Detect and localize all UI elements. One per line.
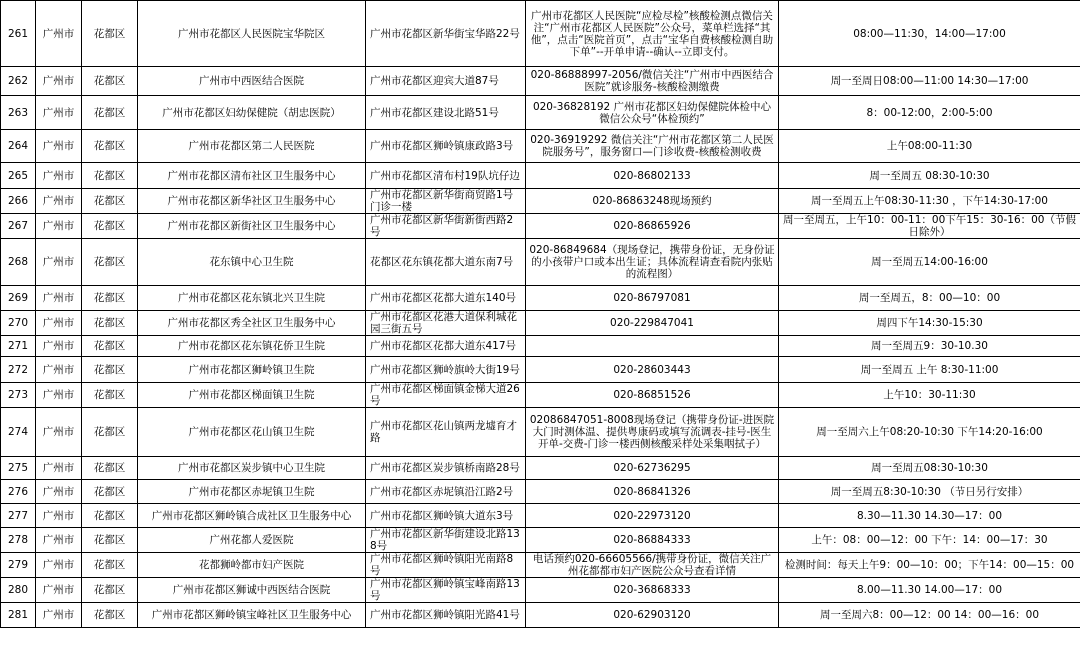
hospital-name-cell: 广州市花都区狮岭镇合成社区卫生服务中心 (138, 504, 366, 528)
district-cell: 花都区 (82, 553, 138, 578)
hospital-name-cell: 广州市花都区新华社区卫生服务中心 (138, 189, 366, 214)
district-cell: 花都区 (82, 130, 138, 163)
address-cell: 广州市花都区花港大道保利城花园三街五号 (366, 311, 526, 336)
contact-cell: 020-86863248现场预约 (526, 189, 779, 214)
address-cell: 广州市花都区梯面镇金梯大道26号 (366, 383, 526, 408)
district-cell: 花都区 (82, 67, 138, 96)
city-cell: 广州市 (36, 357, 82, 383)
district-cell: 花都区 (82, 578, 138, 603)
city-cell: 广州市 (36, 130, 82, 163)
address-cell: 广州市花都区狮岭镇大道东3号 (366, 504, 526, 528)
hours-cell: 周一至周五9：30-10.30 (779, 336, 1080, 357)
hospital-name-cell: 花都狮岭都市妇产医院 (138, 553, 366, 578)
table-row (1, 189, 1080, 214)
hours-cell: 周四下午14:30-15:30 (779, 311, 1080, 336)
hours-cell: 周一至周五14:00-16:00 (779, 239, 1080, 286)
address-cell: 广州市花都区炭步镇桥南路28号 (366, 457, 526, 480)
hospital-name-cell: 广州市花都区赤坭镇卫生院 (138, 480, 366, 504)
hospital-name-cell: 广州市花都区秀全社区卫生服务中心 (138, 311, 366, 336)
row-number: 267 (1, 214, 36, 239)
address-cell: 广州市花都区建设北路51号 (366, 96, 526, 130)
city-cell: 广州市 (36, 286, 82, 311)
contact-cell: 020-28603443 (526, 357, 779, 383)
hospital-name-cell: 广州市花都区清布社区卫生服务中心 (138, 163, 366, 189)
address-cell: 广州市花都区狮岭镇康政路3号 (366, 130, 526, 163)
district-cell: 花都区 (82, 189, 138, 214)
address-cell: 广州市花都区赤坭镇沿江路2号 (366, 480, 526, 504)
contact-cell: 020-36868333 (526, 578, 779, 603)
table-row (1, 311, 1080, 336)
address-cell: 广州市花都区花山镇两龙墟育才路 (366, 408, 526, 457)
contact-cell: 020-22973120 (526, 504, 779, 528)
district-cell: 花都区 (82, 214, 138, 239)
contact-cell: 020-229847041 (526, 311, 779, 336)
table-row (1, 163, 1080, 189)
district-cell: 花都区 (82, 383, 138, 408)
city-cell: 广州市 (36, 1, 82, 67)
district-cell: 花都区 (82, 357, 138, 383)
city-cell: 广州市 (36, 457, 82, 480)
contact-cell: 020-62736295 (526, 457, 779, 480)
hours-cell: 周一至周五 08:30-10:30 (779, 163, 1080, 189)
hours-cell: 上午08:00-11:30 (779, 130, 1080, 163)
table-row (1, 504, 1080, 528)
district-cell: 花都区 (82, 311, 138, 336)
district-cell: 花都区 (82, 408, 138, 457)
contact-cell: 020-86884333 (526, 528, 779, 553)
row-number: 262 (1, 67, 36, 96)
city-cell: 广州市 (36, 163, 82, 189)
table-row (1, 130, 1080, 163)
hospital-name-cell: 广州市花都区梯面镇卫生院 (138, 383, 366, 408)
city-cell: 广州市 (36, 383, 82, 408)
table-row (1, 1, 1080, 67)
city-cell: 广州市 (36, 189, 82, 214)
hospital-name-cell: 广州市花都区狮岭镇宝峰社区卫生服务中心 (138, 603, 366, 628)
hours-cell: 周一至周六上午08:20-10:30 下午14:20-16:00 (779, 408, 1080, 457)
contact-cell: 020-36828192 广州市花都区妇幼保健院体检中心微信公众号“体检预约” (526, 96, 779, 130)
city-cell: 广州市 (36, 480, 82, 504)
hospital-name-cell: 广州市中西医结合医院 (138, 67, 366, 96)
row-number: 263 (1, 96, 36, 130)
district-cell: 花都区 (82, 528, 138, 553)
address-cell: 广州市花都区新华街建设北路138号 (366, 528, 526, 553)
table-row (1, 457, 1080, 480)
hours-cell: 周一至周五8:30-10:30 （节日另行安排） (779, 480, 1080, 504)
hours-cell: 周一至周五08:30-10:30 (779, 457, 1080, 480)
hospital-name-cell: 广州花都人爱医院 (138, 528, 366, 553)
row-number: 273 (1, 383, 36, 408)
hours-cell: 周一至周五 上午 8:30-11:00 (779, 357, 1080, 383)
hours-cell: 上午10：30-11:30 (779, 383, 1080, 408)
address-cell: 广州市花都区花都大道东140号 (366, 286, 526, 311)
row-number: 264 (1, 130, 36, 163)
city-cell: 广州市 (36, 239, 82, 286)
address-cell: 广州市花都区新华街商贸路1号门诊一楼 (366, 189, 526, 214)
contact-cell: 广州市花都区人民医院“应检尽检”核酸检测点微信关注“广州市花都区人民医院”公众号，菜单栏选择“其他”，点击“医院首页”，点击“宝华自费核酸检测自助下单”--开单申请--确认--立即支付。 (526, 1, 779, 67)
contact-cell: 020-86851526 (526, 383, 779, 408)
hospital-name-cell: 广州市花都区狮岭镇卫生院 (138, 357, 366, 383)
table-row (1, 357, 1080, 383)
row-number: 281 (1, 603, 36, 628)
city-cell: 广州市 (36, 408, 82, 457)
hours-cell: 上午：08：00—12：00 下午：14：00—17：30 (779, 528, 1080, 553)
hospital-name-cell: 广州市花都区狮诚中西医结合医院 (138, 578, 366, 603)
row-number: 268 (1, 239, 36, 286)
contact-cell: 020-62903120 (526, 603, 779, 628)
contact-cell (526, 336, 779, 357)
table-row (1, 408, 1080, 457)
row-number: 266 (1, 189, 36, 214)
address-cell: 广州市花都区迎宾大道87号 (366, 67, 526, 96)
district-cell: 花都区 (82, 457, 138, 480)
hours-cell: 08:00—11:30，14:00—17:00 (779, 1, 1080, 67)
table-row (1, 286, 1080, 311)
table-row (1, 528, 1080, 553)
address-cell: 广州市花都区新华街宝华路22号 (366, 1, 526, 67)
table-row (1, 336, 1080, 357)
city-cell: 广州市 (36, 336, 82, 357)
district-cell: 花都区 (82, 1, 138, 67)
contact-cell: 02086847051-8008现场登记（携带身份证-进医院大门时测体温、提供粤康码或填写流调表-挂号-医生开单-交费-门诊一楼西侧核酸采样处采集咽拭子） (526, 408, 779, 457)
address-cell: 广州市花都区狮岭镇阳光路41号 (366, 603, 526, 628)
contact-cell: 电话预约020-66605566/携带身份证，微信关注广州花都都市妇产医院公众号查看详情 (526, 553, 779, 578)
hours-cell: 周一至周五，上午10：00-11：00下午15：30-16：00（节假日除外） (779, 214, 1080, 239)
address-cell: 广州市花都区新华街新街西路2号 (366, 214, 526, 239)
hospital-name-cell: 花东镇中心卫生院 (138, 239, 366, 286)
contact-cell: 020-86797081 (526, 286, 779, 311)
city-cell: 广州市 (36, 214, 82, 239)
contact-cell: 020-86849684（现场登记，携带身份证，无身份证的小孩带户口或本出生证；具体流程请查看院内张贴的流程图） (526, 239, 779, 286)
table-row (1, 214, 1080, 239)
contact-cell: 020-86865926 (526, 214, 779, 239)
row-number: 269 (1, 286, 36, 311)
city-cell: 广州市 (36, 311, 82, 336)
table-row (1, 603, 1080, 628)
hours-cell: 8.00—11.30 14.00—17：00 (779, 578, 1080, 603)
district-cell: 花都区 (82, 163, 138, 189)
city-cell: 广州市 (36, 504, 82, 528)
address-cell: 广州市花都区狮岭镇阳光南路8号 (366, 553, 526, 578)
contact-cell: 020-86841326 (526, 480, 779, 504)
district-cell: 花都区 (82, 480, 138, 504)
address-cell: 广州市花都区狮岭镇宝峰南路13号 (366, 578, 526, 603)
hospital-name-cell: 广州市花都区花山镇卫生院 (138, 408, 366, 457)
city-cell: 广州市 (36, 603, 82, 628)
address-cell: 广州市花都区花都大道东417号 (366, 336, 526, 357)
city-cell: 广州市 (36, 528, 82, 553)
hours-cell: 8.30—11.30 14.30—17：00 (779, 504, 1080, 528)
city-cell: 广州市 (36, 67, 82, 96)
city-cell: 广州市 (36, 553, 82, 578)
row-number: 265 (1, 163, 36, 189)
row-number: 270 (1, 311, 36, 336)
district-cell: 花都区 (82, 336, 138, 357)
row-number: 280 (1, 578, 36, 603)
city-cell: 广州市 (36, 96, 82, 130)
table-row (1, 553, 1080, 578)
address-cell: 花都区花东镇花都大道东南7号 (366, 239, 526, 286)
hours-cell: 周一至周六8：00—12：00 14：00—16：00 (779, 603, 1080, 628)
row-number: 279 (1, 553, 36, 578)
contact-cell: 020-86888997-2056/微信关注“广州市中西医结合医院”就诊服务-核酸检测缴费 (526, 67, 779, 96)
district-cell: 花都区 (82, 286, 138, 311)
contact-cell: 020-36919292 微信关注“广州市花都区第二人民医院服务号”，服务窗口—门诊收费-核酸检测收费 (526, 130, 779, 163)
row-number: 261 (1, 1, 36, 67)
district-cell: 花都区 (82, 504, 138, 528)
hospital-name-cell: 广州市花都区花东镇花侨卫生院 (138, 336, 366, 357)
hospital-name-cell: 广州市花都区人民医院宝华院区 (138, 1, 366, 67)
row-number: 276 (1, 480, 36, 504)
hours-cell: 检测时间：每天上午9：00—10：00；下午14：00—15：00 (779, 553, 1080, 578)
district-cell: 花都区 (82, 239, 138, 286)
table-row (1, 383, 1080, 408)
district-cell: 花都区 (82, 96, 138, 130)
table-row (1, 96, 1080, 130)
row-number: 274 (1, 408, 36, 457)
hours-cell: 周一至周五，8：00—10：00 (779, 286, 1080, 311)
hours-cell: 周一至周日08:00—11:00 14:30—17:00 (779, 67, 1080, 96)
district-cell: 花都区 (82, 603, 138, 628)
table-row (1, 480, 1080, 504)
address-cell: 广州市花都区清布村19队坑仔边 (366, 163, 526, 189)
row-number: 272 (1, 357, 36, 383)
address-cell: 广州市花都区狮岭旗岭大街19号 (366, 357, 526, 383)
row-number: 275 (1, 457, 36, 480)
hospital-name-cell: 广州市花都区花东镇北兴卫生院 (138, 286, 366, 311)
hospital-name-cell: 广州市花都区第二人民医院 (138, 130, 366, 163)
hospital-name-cell: 广州市花都区新街社区卫生服务中心 (138, 214, 366, 239)
hours-cell: 8：00-12:00，2:00-5:00 (779, 96, 1080, 130)
table-row (1, 67, 1080, 96)
city-cell: 广州市 (36, 578, 82, 603)
row-number: 271 (1, 336, 36, 357)
row-number: 278 (1, 528, 36, 553)
hours-cell: 周一至周五上午08:30-11:30 ，下午14:30-17:00 (779, 189, 1080, 214)
table-row (1, 578, 1080, 603)
row-number: 277 (1, 504, 36, 528)
hospital-name-cell: 广州市花都区炭步镇中心卫生院 (138, 457, 366, 480)
hospital-name-cell: 广州市花都区妇幼保健院（胡忠医院） (138, 96, 366, 130)
contact-cell: 020-86802133 (526, 163, 779, 189)
table-row (1, 239, 1080, 286)
